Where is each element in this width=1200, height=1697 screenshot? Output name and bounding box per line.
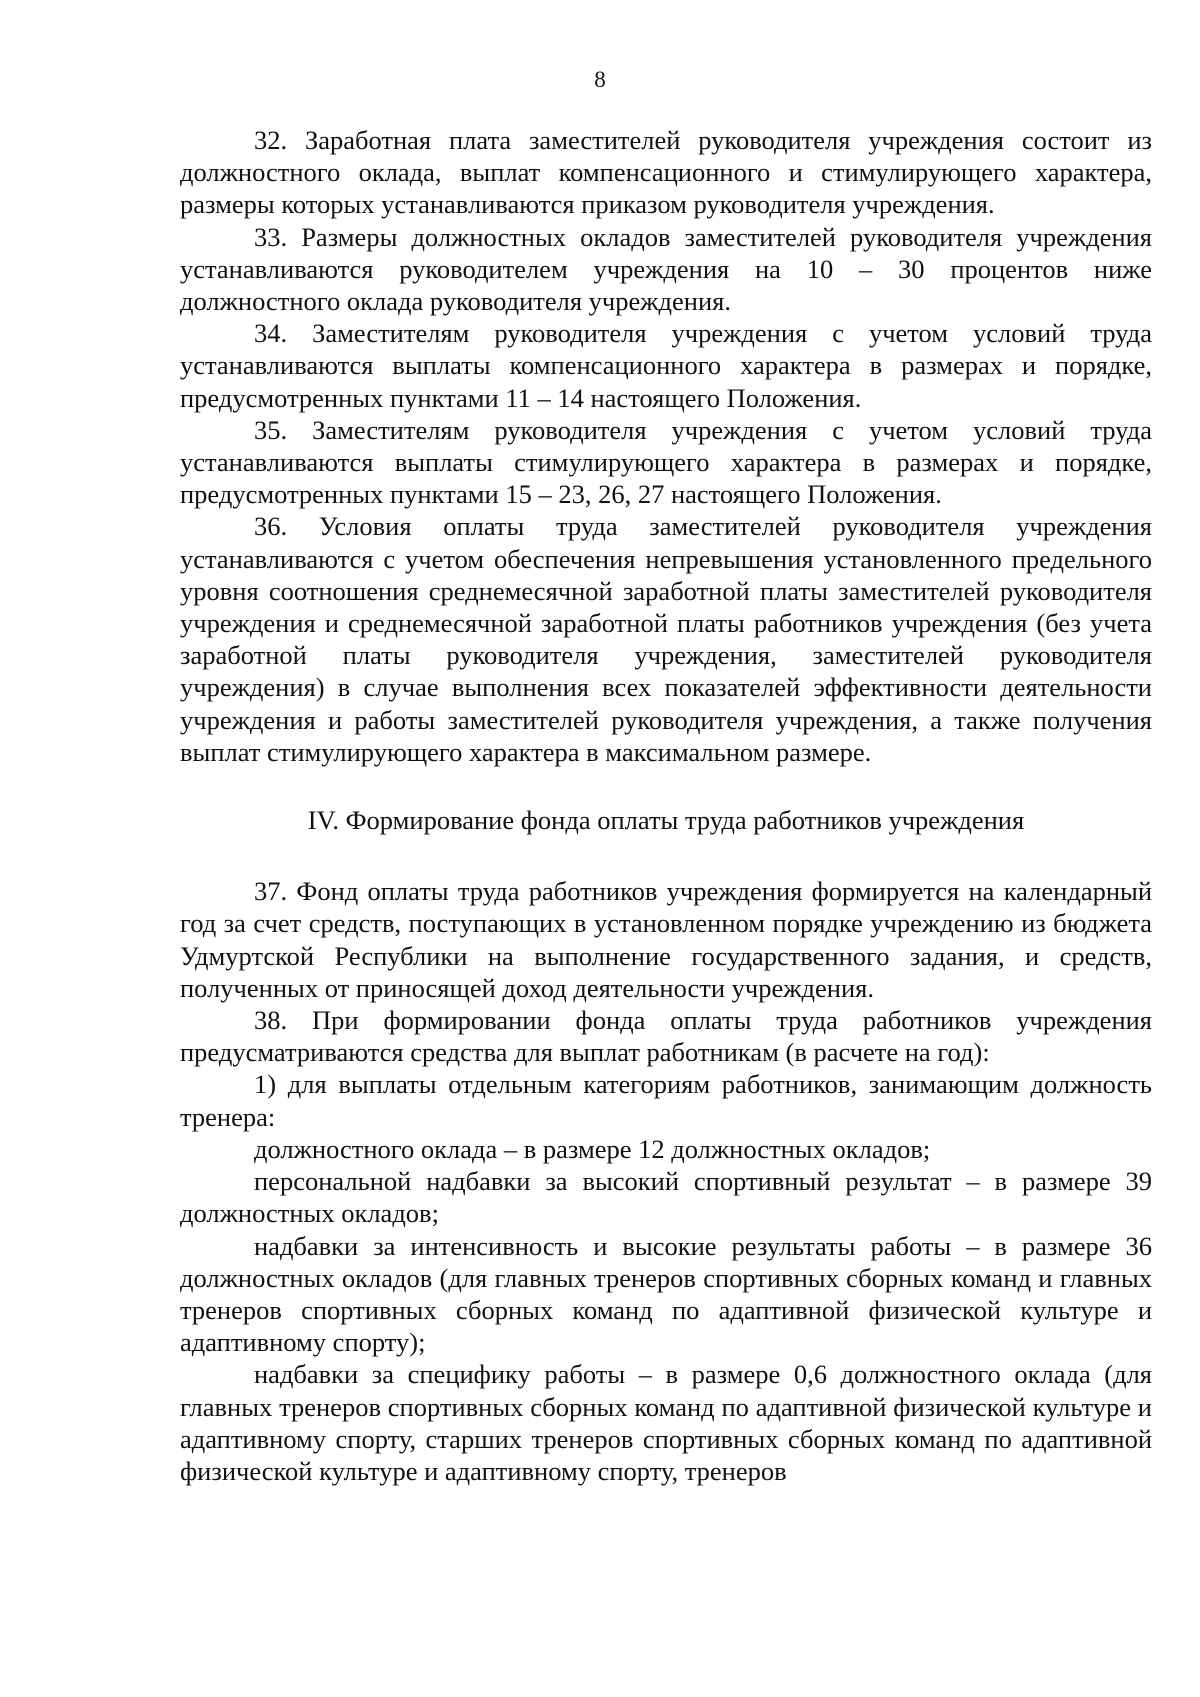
section-heading: IV. Формирование фонда оплаты труда работников учреждения <box>307 805 1025 836</box>
paragraph-38-intensity-bonus: надбавки за интенсивность и высокие результаты работы – в размере 36 должностных окладов (для главных тренеров спортивных сборных команд и главных тренеров спортивных сборных команд по адаптивной физической культуре и адаптивному спорту); <box>180 1230 1152 1358</box>
document-body <box>180 124 1152 1487</box>
paragraph-33: 33. Размеры должностных окладов заместителей руководителя учреждения устанавливаются руководителем учреждения на 10 – 30 процентов ниже должностного оклада руководителя учреждения. <box>180 221 1152 317</box>
paragraph-34: 34. Заместителям руководителя учреждения с учетом условий труда устанавливаются выплаты компенсационного характера в размерах и порядке, предусмотренных пунктами 11 – 14 настоящего Положения. <box>180 318 1152 413</box>
paragraph-38-item-1: 1) для выплаты отдельным категориям работников, занимающим должность тренера: <box>180 1069 1152 1132</box>
paragraph-38-salary: должностного оклада – в размере 12 должностных окладов; <box>254 1133 931 1164</box>
paragraph-36: 36. Условия оплаты труда заместителей руководителя учреждения устанавливаются с учетом обеспечения непревышения установленного предельного уровня соотношения среднемесячной заработной платы заместителей руководителя учреждения и среднемесячной заработной платы работников учреждения (без учета заработной платы руководителя учреждения, заместителей руководителя учреждения) в случае выполнения всех показателей эффективности деятельности учреждения и работы заместителей руководителя учреждения, а также получения выплат стимулирующего характера в максимальном размере. <box>180 511 1152 767</box>
paragraph-37: 37. Фонд оплаты труда работников учреждения формируется на календарный год за счет средств, поступающих в установленном порядке учреждению из бюджета Удмуртской Республики на выполнение государственного задания, и средств, полученных от приносящей доход деятельности учреждения. <box>180 876 1152 1003</box>
page-number: 8 <box>594 67 606 92</box>
paragraph-38-personal-bonus: персональной надбавки за высокий спортивный результат – в размере 39 должностных окладов; <box>180 1166 1152 1229</box>
paragraph-35: 35. Заместителям руководителя учреждения с учетом условий труда устанавливаются выплаты стимулирующего характера в размерах и порядке, предусмотренных пунктами 15 – 23, 26, 27 настоящего Положения. <box>180 414 1152 510</box>
paragraph-38-specific-bonus: надбавки за специфику работы – в размере 0,6 должностного оклада (для главных тренеров спортивных сборных команд по адаптивной физической культуре и адаптивному спорту, старших тренеров спортивных сборных команд по адаптивной физической культуре и адаптивному спорту, тренеров <box>180 1359 1152 1486</box>
paragraph-38: 38. При формировании фонда оплаты труда работников учреждения предусматриваются средства для выплат работникам (в расчете на год): <box>180 1005 1152 1068</box>
paragraph-32: 32. Заработная плата заместителей руководителя учреждения состоит из должностного оклада, выплат компенсационного и стимулирующего характера, размеры которых устанавливаются приказом руководителя учреждения. <box>180 125 1152 220</box>
